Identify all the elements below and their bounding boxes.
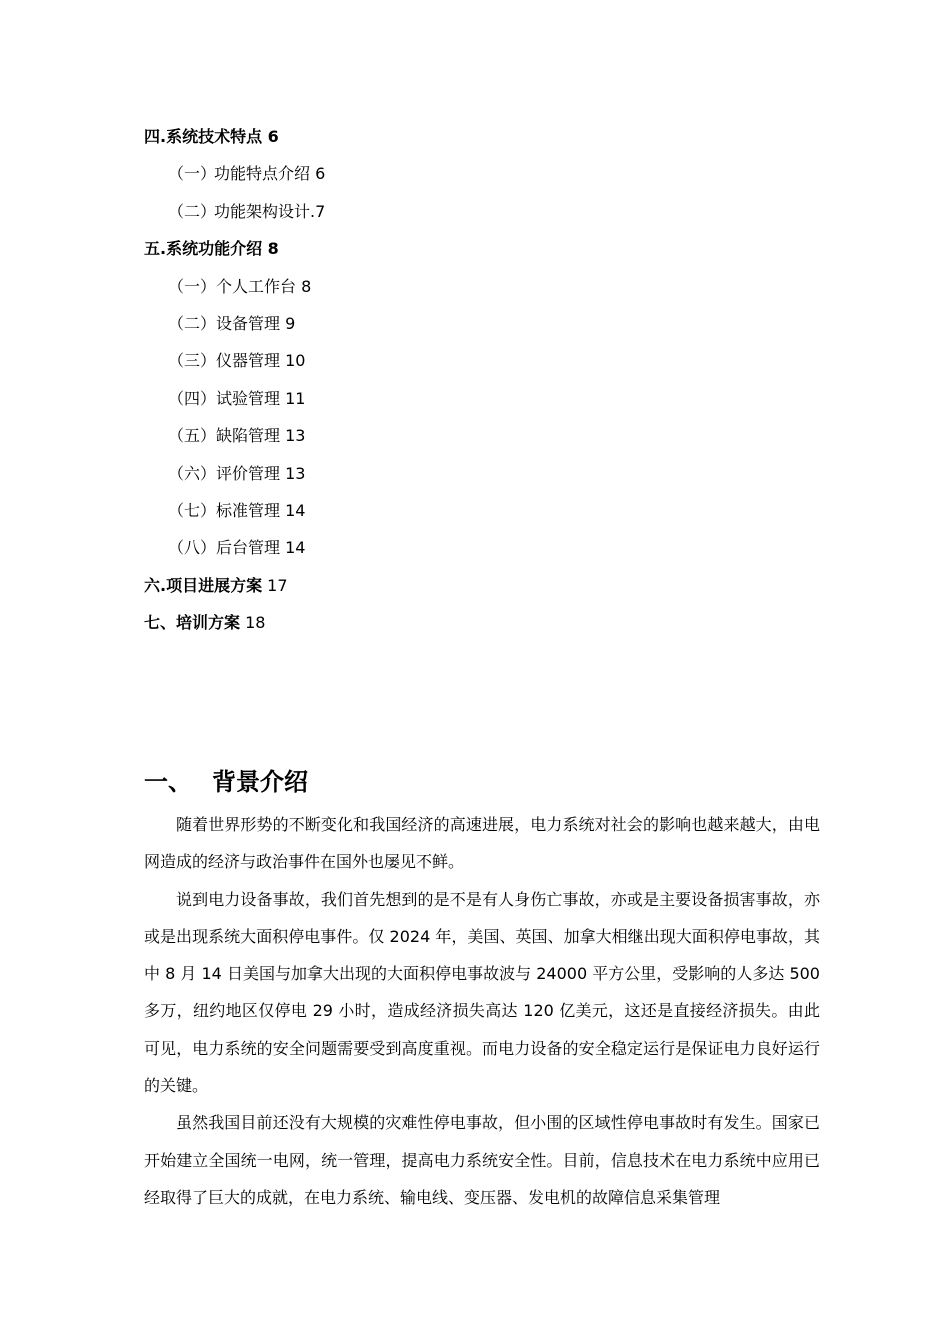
paragraph: 随着世界形势的不断变化和我国经济的高速进展，电力系统对社会的影响也越来越大，由电网造成的经济与政治事件在国外也屡见不鲜。 [144,815,820,872]
toc-item-5-8[interactable]: （八）后台管理 14 [168,538,306,558]
toc-item-4-2[interactable] [144,198,844,235]
toc-section-title: 七、培训方案 [144,613,241,633]
table-of-contents [144,123,844,646]
toc-section-7[interactable] [144,609,844,646]
toc-item-5-5[interactable]: （五）缺陷管理 13 [168,426,306,446]
toc-section-6[interactable] [144,572,844,609]
paragraph: 说到电力设备事故，我们首先想到的是不是有人身伤亡事故，亦或是主要设备损害事故，亦或是出现系统大面积停电事件。仅 2024 年，美国、英国、加拿大相继出现大面积停电事故，其中 8 月 14 日美国与加拿大出现的大面积停电事故波与 24000 平方公里，受影响的人多达 500 多万，纽约地区仅停电 29 小时，造成经济损失高达 120 亿美元，这还是直接经济损失。由此可见，电力系统的安全问题需要受到高度重视。而电力设备的安全稳定运行是保证电力良好运行的关键。 [144,889,820,1096]
toc-item-5-4[interactable]: （四）试验管理 11 [168,388,306,408]
toc-item-4-1[interactable] [144,160,844,197]
toc-item-5-7[interactable]: （七）标准管理 14 [168,500,306,520]
section-body [144,806,820,1216]
section-heading [144,764,308,800]
toc-item-5-3[interactable]: （三）仪器管理 10 [168,351,306,371]
toc-item-5-1[interactable]: （一）个人工作台 8 [168,276,312,296]
toc-section-4[interactable]: 四.系统技术特点 6 [144,127,279,146]
toc-item-text: 功能特点介绍 6 [214,164,326,184]
toc-item-5-6[interactable]: （六）评价管理 13 [168,463,306,483]
toc-section-5[interactable]: 五.系统功能介绍 8 [144,239,279,259]
section-title: 背景介绍 [212,768,308,796]
toc-section-title: 六.项目进展方案 [144,575,263,595]
toc-item-5-2[interactable]: （二）设备管理 9 [168,313,296,333]
section-number: 一、 [144,768,192,796]
toc-item-text: 功能架构设计.7 [214,201,326,221]
toc-page-number: 18 [240,613,266,633]
toc-item-number: （一） [168,164,217,184]
paragraph: 虽然我国目前还没有大规模的灾难性停电事故，但小围的区域性停电事故时有发生。国家已开始建立全国统一电网，统一管理，提高电力系统安全性。目前，信息技术在电力系统中应用已经取得了巨大的成就，在电力系统、输电线、变压器、发电机的故障信息采集管理 [144,1113,820,1207]
toc-page-number: 17 [262,575,288,595]
toc-item-number: （二） [168,201,217,221]
